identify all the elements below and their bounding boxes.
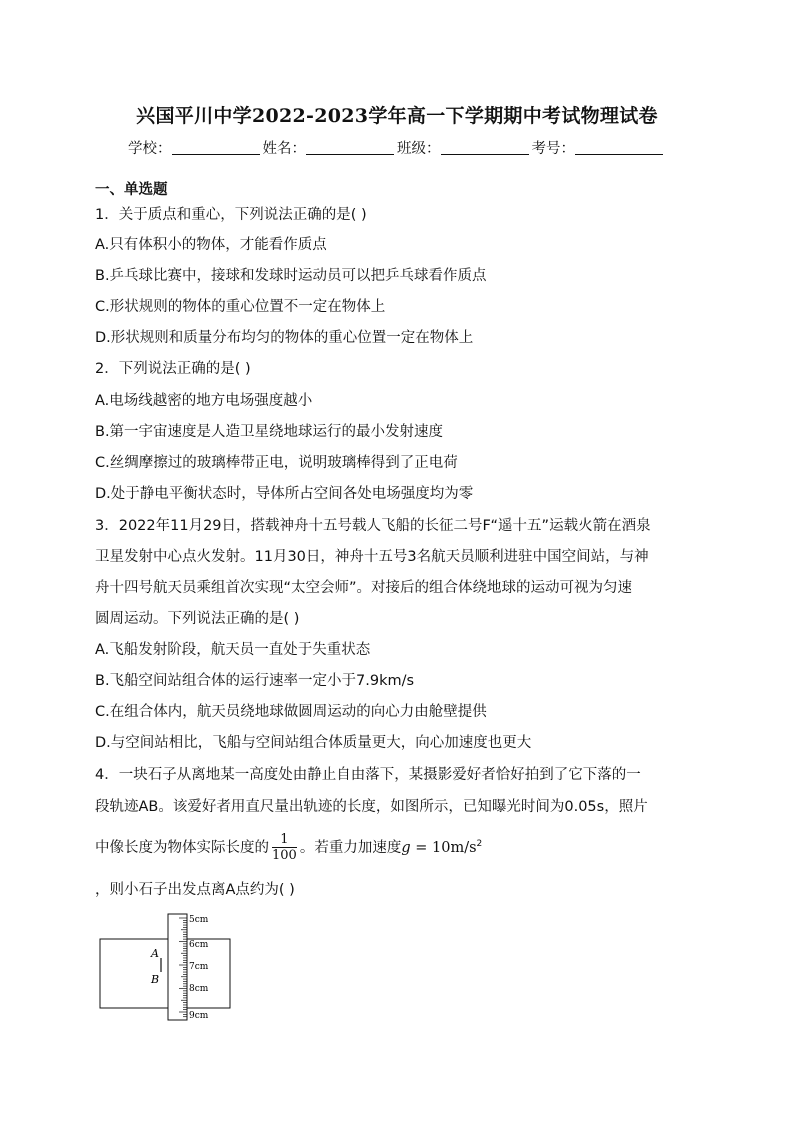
q3-stem-line1: 3．2022年11月29日，搭载神舟十五号载人飞船的长征二号F“遥十五”运载火箭在酒泉 (95, 518, 651, 534)
fraction (272, 832, 297, 863)
q3-option-d: D.与空间站相比，飞船与空间站组合体质量更大，向心加速度也更大 (95, 735, 532, 751)
q4-line3-mid: 。若重力加速度 (299, 839, 402, 856)
q3-stem-line3: 舟十四号航天员乘组首次实现“太空会师”。对接后的组合体绕地球的运动可视为匀速 (95, 580, 633, 596)
q4-stem-line3 (95, 826, 482, 866)
number-blank[interactable] (575, 140, 663, 155)
q4-line3-text: 中像长度为物体实际长度的 (95, 839, 269, 856)
q3-option-c: C.在组合体内，航天员绕地球做圆周运动的向心力由舱壁提供 (95, 704, 487, 720)
q4-stem-line4: ，则小石子出发点离A点约为( ) (95, 882, 295, 898)
gravity-exponent: 2 (476, 839, 483, 849)
q2-stem: 2．下列说法正确的是( ) (95, 361, 251, 377)
fraction-denominator: 100 (272, 848, 297, 864)
q2-option-c: C.丝绸摩擦过的玻璃棒带正电，说明玻璃棒得到了正电荷 (95, 455, 458, 471)
exam-title: 兴国平川中学2022-2023学年高一下学期期中考试物理试卷 (136, 105, 658, 127)
name-label: 姓名： (262, 141, 306, 157)
photo-frame (100, 939, 230, 1008)
section-heading: 一、单选题 (95, 182, 168, 198)
gravity-symbol: g (401, 839, 411, 856)
q4-stem-line2: 段轨迹AB。该爱好者用直尺量出轨迹的长度，如图所示，已知曝光时间为0.05s，照片 (95, 799, 648, 815)
q1-option-a: A.只有体积小的物体，才能看作质点 (95, 237, 327, 253)
ruler-label-7cm: 7cm (189, 962, 209, 972)
class-label: 班级： (397, 141, 441, 157)
ruler-figure (95, 910, 255, 1025)
q1-option-b: B.乒乓球比赛中，接球和发球时运动员可以把乒乓球看作质点 (95, 268, 487, 284)
school-blank[interactable] (172, 140, 260, 155)
ruler-label-8cm: 8cm (189, 984, 209, 994)
q2-option-a: A.电场线越密的地方电场强度越小 (95, 393, 313, 409)
q2-option-b: B.第一宇宙速度是人造卫星绕地球运行的最小发射速度 (95, 424, 444, 440)
q3-stem-line2: 卫星发射中心点火发射。11月30日，神舟十五号3名航天员顺利进驻中国空间站，与神 (95, 549, 649, 565)
q1-stem: 1．关于质点和重心，下列说法正确的是( ) (95, 207, 367, 223)
gravity-value: = 10m/s (410, 839, 477, 856)
number-label: 考号： (531, 141, 575, 157)
school-label: 学校： (128, 141, 172, 157)
q3-stem-line4: 圆周运动。下列说法正确的是( ) (95, 611, 300, 627)
q3-option-a: A.飞船发射阶段，航天员一直处于失重状态 (95, 642, 371, 658)
ruler-label-9cm: 9cm (189, 1011, 209, 1021)
q3-option-b: B.飞船空间站组合体的运行速率一定小于7.9km/s (95, 673, 415, 689)
student-info-row (0, 137, 794, 158)
point-b-label: B (151, 973, 160, 986)
fraction-numerator: 1 (272, 832, 297, 848)
name-blank[interactable] (306, 140, 394, 155)
class-blank[interactable] (441, 140, 529, 155)
point-a-label: A (151, 947, 159, 960)
ruler-label-6cm: 6cm (189, 940, 209, 950)
ruler-label-5cm: 5cm (189, 915, 209, 925)
q1-option-d: D.形状规则和质量分布均匀的物体的重心位置一定在物体上 (95, 330, 474, 346)
q2-option-d: D.处于静电平衡状态时，导体所占空间各处电场强度均为零 (95, 486, 474, 502)
q1-option-c: C.形状规则的物体的重心位置不一定在物体上 (95, 299, 386, 315)
q4-stem-line1: 4．一块石子从离地某一高度处由静止自由落下，某摄影爱好者恰好拍到了它下落的一 (95, 767, 641, 783)
